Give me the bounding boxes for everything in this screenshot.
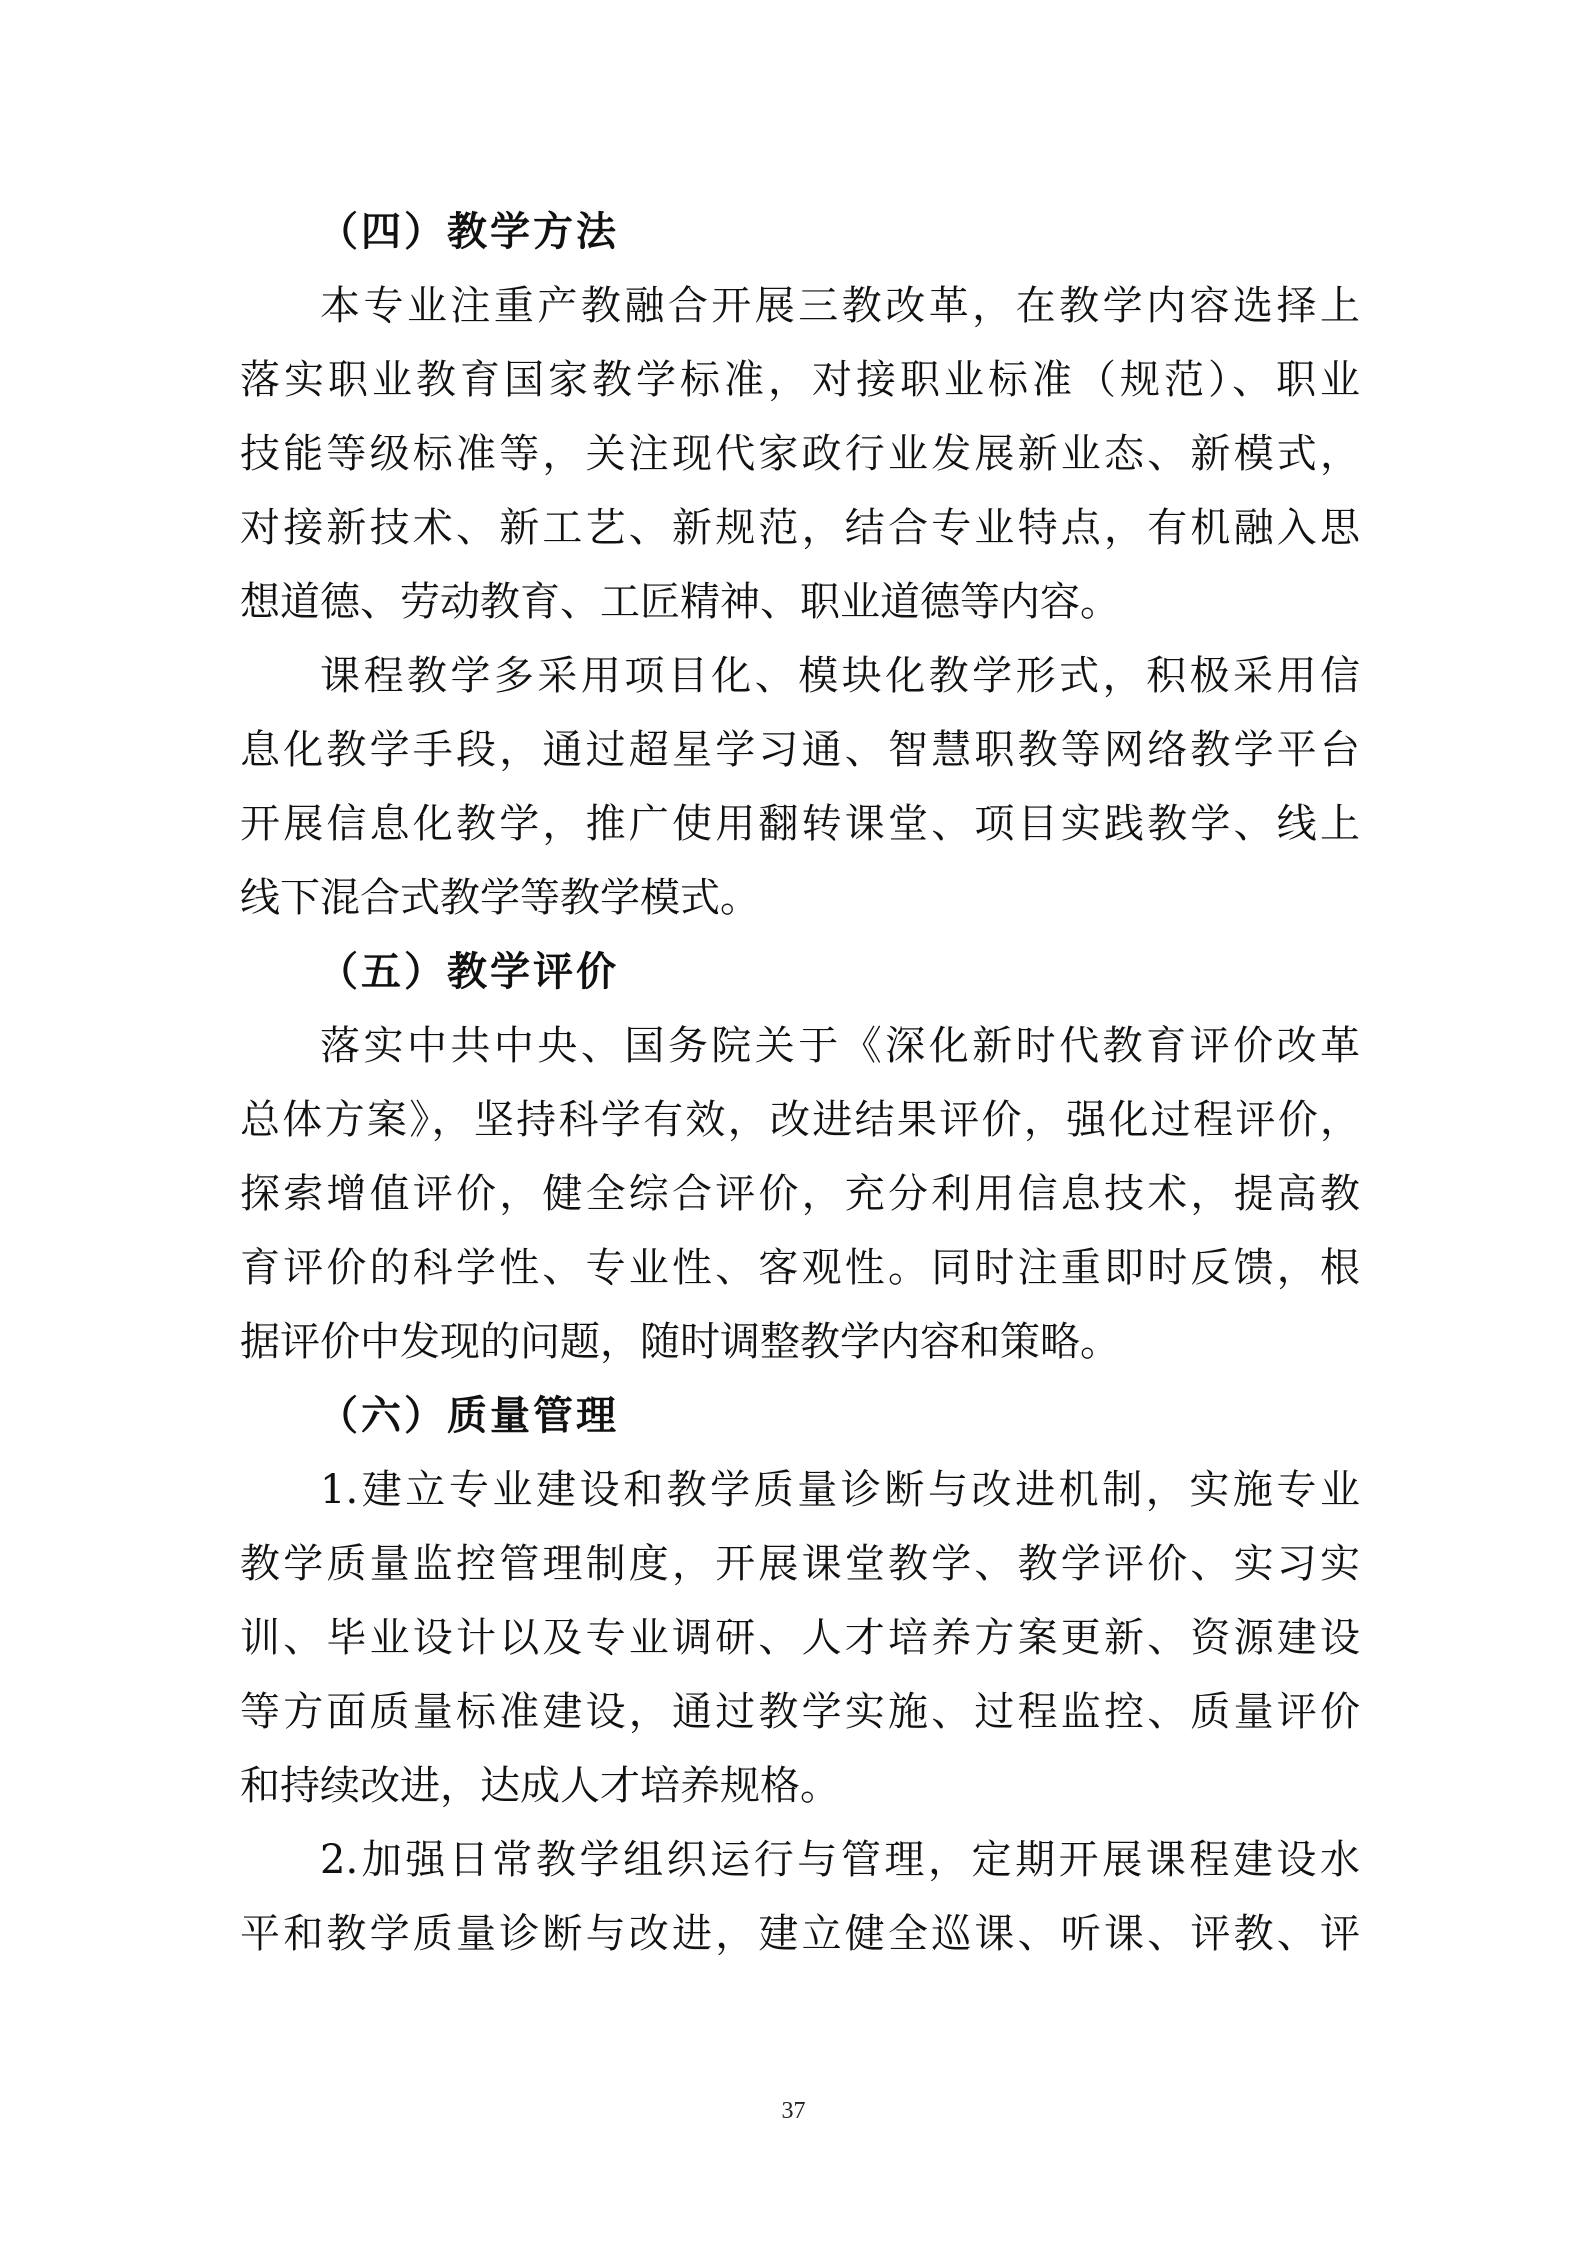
text-line: 育评价的科学性、专业性、客观性。同时注重即时反馈，根 bbox=[240, 1245, 1360, 1291]
text-line: 2.加强日常教学组织运行与管理，定期开展课程建设水 bbox=[320, 1837, 1360, 1883]
document-body bbox=[240, 195, 1360, 1971]
text-line: 和持续改进，达成人才培养规格。 bbox=[240, 1763, 840, 1809]
text-line: 落实职业教育国家教学标准，对接职业标准（规范）、职业 bbox=[240, 357, 1360, 403]
section-heading: （五）教学评价 bbox=[318, 948, 619, 995]
text-line: 探索增值评价，健全综合评价，充分利用信息技术，提高教 bbox=[240, 1171, 1360, 1217]
text-line: 本专业注重产教融合开展三教改革，在教学内容选择上 bbox=[320, 283, 1360, 329]
text-line: 对接新技术、新工艺、新规范，结合专业特点，有机融入思 bbox=[240, 505, 1360, 551]
text-line: 想道德、劳动教育、工匠精神、职业道德等内容。 bbox=[240, 579, 1120, 625]
paragraph bbox=[240, 1009, 1360, 1379]
text-line: 息化教学手段，通过超星学习通、智慧职教等网络教学平台 bbox=[240, 727, 1360, 773]
text-line: 据评价中发现的问题，随时调整教学内容和策略。 bbox=[240, 1319, 1120, 1365]
section-heading: （四）教学方法 bbox=[318, 208, 619, 255]
text-line: 技能等级标准等，关注现代家政行业发展新业态、新模式， bbox=[240, 431, 1360, 477]
text-line: 落实中共中央、国务院关于《深化新时代教育评价改革 bbox=[320, 1023, 1360, 1069]
paragraph bbox=[240, 639, 1360, 935]
paragraph bbox=[240, 1453, 1360, 1823]
text-line: 平和教学质量诊断与改进，建立健全巡课、听课、评教、评 bbox=[240, 1911, 1360, 1957]
text-line: 等方面质量标准建设，通过教学实施、过程监控、质量评价 bbox=[240, 1689, 1360, 1735]
text-line: 教学质量监控管理制度，开展课堂教学、教学评价、实习实 bbox=[240, 1541, 1360, 1587]
text-line: 训、毕业设计以及专业调研、人才培养方案更新、资源建设 bbox=[240, 1615, 1360, 1661]
page-number: 37 bbox=[781, 2098, 806, 2124]
text-line: 课程教学多采用项目化、模块化教学形式，积极采用信 bbox=[320, 653, 1360, 699]
section-heading: （六）质量管理 bbox=[318, 1392, 619, 1439]
text-line: 开展信息化教学，推广使用翻转课堂、项目实践教学、线上 bbox=[240, 801, 1360, 847]
paragraph bbox=[240, 1823, 1360, 1971]
text-line: 总体方案》，坚持科学有效，改进结果评价，强化过程评价， bbox=[240, 1097, 1360, 1143]
text-line: 线下混合式教学等教学模式。 bbox=[240, 875, 760, 921]
text-line: 1.建立专业建设和教学质量诊断与改进机制，实施专业 bbox=[320, 1467, 1360, 1513]
paragraph bbox=[240, 269, 1360, 639]
